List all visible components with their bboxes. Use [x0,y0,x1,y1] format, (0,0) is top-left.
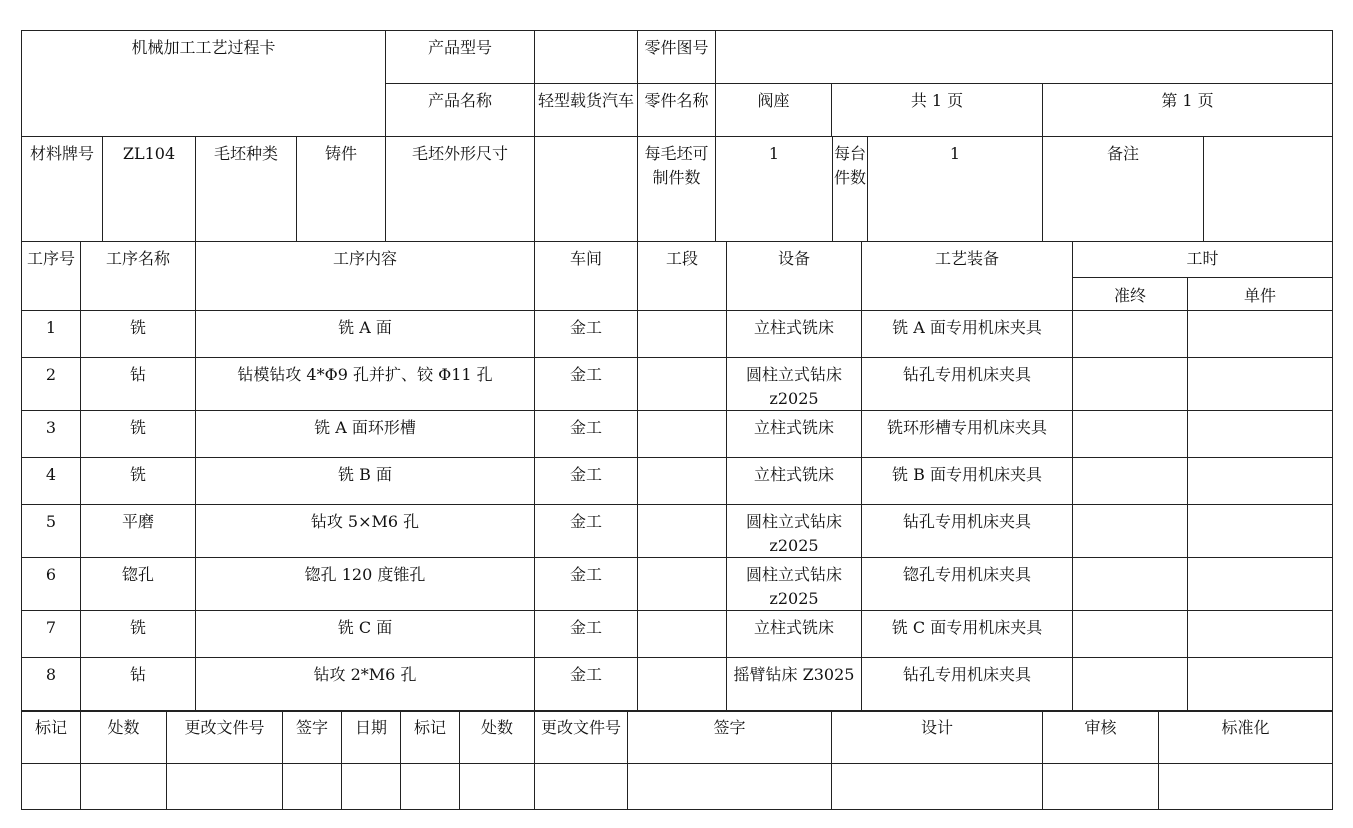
footer-change-doc-label: 更改文件号 [166,710,283,764]
op-prep-time [1072,357,1188,411]
op-tooling: 钻孔专用机床夹具 [861,357,1073,411]
blank-type-label: 毛坯种类 [195,136,297,242]
op-prep-time [1072,310,1188,358]
op-no: 7 [21,610,81,658]
op-content: 钻攻 2*M6 孔 [195,657,535,712]
op-unit-time [1187,657,1333,712]
page-number: 第 1 页 [1042,83,1333,137]
op-content: 锪孔 120 度锥孔 [195,557,535,611]
op-section [637,557,727,611]
op-unit-time [1187,557,1333,611]
col-header-no: 工序号 [21,241,81,311]
op-prep-time [1072,657,1188,712]
footer-blank-cell [166,763,283,810]
op-content: 铣 C 面 [195,610,535,658]
op-prep-time [1072,410,1188,458]
blank-size-label: 毛坯外形尺寸 [385,136,535,242]
op-unit-time [1187,457,1333,505]
footer-standardize-label: 标准化 [1158,710,1333,764]
op-content: 钻模钻攻 4*Φ9 孔并扩、铰 Φ11 孔 [195,357,535,411]
col-header-section: 工段 [637,241,727,311]
op-tooling: 钻孔专用机床夹具 [861,504,1073,558]
footer-date-label: 日期 [341,710,401,764]
footer-blank-cell [21,763,81,810]
product-name-label: 产品名称 [385,83,535,137]
col-header-hours: 工时 [1072,241,1333,278]
footer-blank-cell [341,763,401,810]
op-unit-time [1187,410,1333,458]
op-equipment: 立柱式铣床 [726,410,862,458]
op-workshop: 金工 [534,310,638,358]
op-name: 铣 [80,457,196,505]
op-equipment: 圆柱立式钻床 z2025 [726,557,862,611]
op-equipment: 圆柱立式钻床 z2025 [726,504,862,558]
op-workshop: 金工 [534,410,638,458]
col-header-unit: 单件 [1187,277,1333,311]
process-card [22,31,1334,811]
blank-type-value: 铸件 [296,136,386,242]
footer-count-label-2: 处数 [459,710,535,764]
op-section [637,504,727,558]
op-no: 6 [21,557,81,611]
op-workshop: 金工 [534,457,638,505]
op-workshop: 金工 [534,657,638,712]
product-model-label: 产品型号 [385,30,535,84]
footer-change-doc-label-2: 更改文件号 [534,710,628,764]
op-prep-time [1072,504,1188,558]
op-unit-time [1187,610,1333,658]
op-unit-time [1187,504,1333,558]
part-drawing-label: 零件图号 [637,30,716,84]
footer-blank-cell [627,763,832,810]
op-equipment: 立柱式铣床 [726,610,862,658]
part-drawing-value [715,30,1333,84]
op-name: 铣 [80,310,196,358]
op-tooling: 锪孔专用机床夹具 [861,557,1073,611]
op-section [637,410,727,458]
per-blank-value: 1 [715,136,833,242]
op-content: 钻攻 5×M6 孔 [195,504,535,558]
per-unit-value: 1 [867,136,1043,242]
material-grade-value: ZL104 [102,136,196,242]
op-tooling: 铣 A 面专用机床夹具 [861,310,1073,358]
footer-design-label: 设计 [831,710,1043,764]
footer-review-label: 审核 [1042,710,1159,764]
col-header-prep: 准终 [1072,277,1188,311]
col-header-name: 工序名称 [80,241,196,311]
per-blank-label: 每毛坯可制件数 [637,136,716,242]
footer-blank-cell [1158,763,1333,810]
footer-sign-label: 签字 [282,710,342,764]
material-grade-label: 材料牌号 [21,136,103,242]
op-no: 8 [21,657,81,712]
op-workshop: 金工 [534,610,638,658]
op-workshop: 金工 [534,357,638,411]
op-unit-time [1187,357,1333,411]
op-workshop: 金工 [534,504,638,558]
card-title: 机械加工工艺过程卡 [21,30,386,137]
op-equipment: 立柱式铣床 [726,457,862,505]
footer-blank-cell [400,763,460,810]
op-tooling: 铣环形槽专用机床夹具 [861,410,1073,458]
footer-blank-cell [282,763,342,810]
op-prep-time [1072,557,1188,611]
per-unit-label: 每台件数 [832,136,868,242]
col-header-tooling: 工艺装备 [861,241,1073,311]
part-name-label: 零件名称 [637,83,716,137]
footer-mark-label: 标记 [21,710,81,764]
op-section [637,357,727,411]
op-unit-time [1187,310,1333,358]
op-workshop: 金工 [534,557,638,611]
op-prep-time [1072,610,1188,658]
footer-blank-cell [831,763,1043,810]
footer-blank-cell [534,763,628,810]
op-prep-time [1072,457,1188,505]
op-equipment: 圆柱立式钻床 z2025 [726,357,862,411]
op-content: 铣 A 面 [195,310,535,358]
col-header-content: 工序内容 [195,241,535,311]
op-tooling: 铣 B 面专用机床夹具 [861,457,1073,505]
footer-count-label: 处数 [80,710,167,764]
op-no: 3 [21,410,81,458]
op-content: 铣 A 面环形槽 [195,410,535,458]
op-no: 5 [21,504,81,558]
product-model-value [534,30,638,84]
remark-label: 备注 [1042,136,1204,242]
op-name: 钻 [80,657,196,712]
blank-size-value [534,136,638,242]
total-pages: 共 1 页 [831,83,1043,137]
op-name: 铣 [80,410,196,458]
footer-mark-label-2: 标记 [400,710,460,764]
footer-sign-label-2: 签字 [627,710,832,764]
op-name: 锪孔 [80,557,196,611]
op-section [637,310,727,358]
remark-value [1203,136,1333,242]
op-equipment: 立柱式铣床 [726,310,862,358]
col-header-workshop: 车间 [534,241,638,311]
footer-blank-cell [80,763,167,810]
op-tooling: 铣 C 面专用机床夹具 [861,610,1073,658]
op-no: 1 [21,310,81,358]
footer-blank-cell [1042,763,1159,810]
op-section [637,457,727,505]
op-section [637,657,727,712]
op-no: 4 [21,457,81,505]
product-name-value: 轻型载货汽车 [534,83,638,137]
op-section [637,610,727,658]
part-name-value: 阀座 [715,83,832,137]
op-no: 2 [21,357,81,411]
op-name: 钻 [80,357,196,411]
op-tooling: 钻孔专用机床夹具 [861,657,1073,712]
op-name: 平磨 [80,504,196,558]
op-name: 铣 [80,610,196,658]
op-content: 铣 B 面 [195,457,535,505]
op-equipment: 摇臂钻床 Z3025 [726,657,862,712]
footer-blank-cell [459,763,535,810]
col-header-equipment: 设备 [726,241,862,311]
